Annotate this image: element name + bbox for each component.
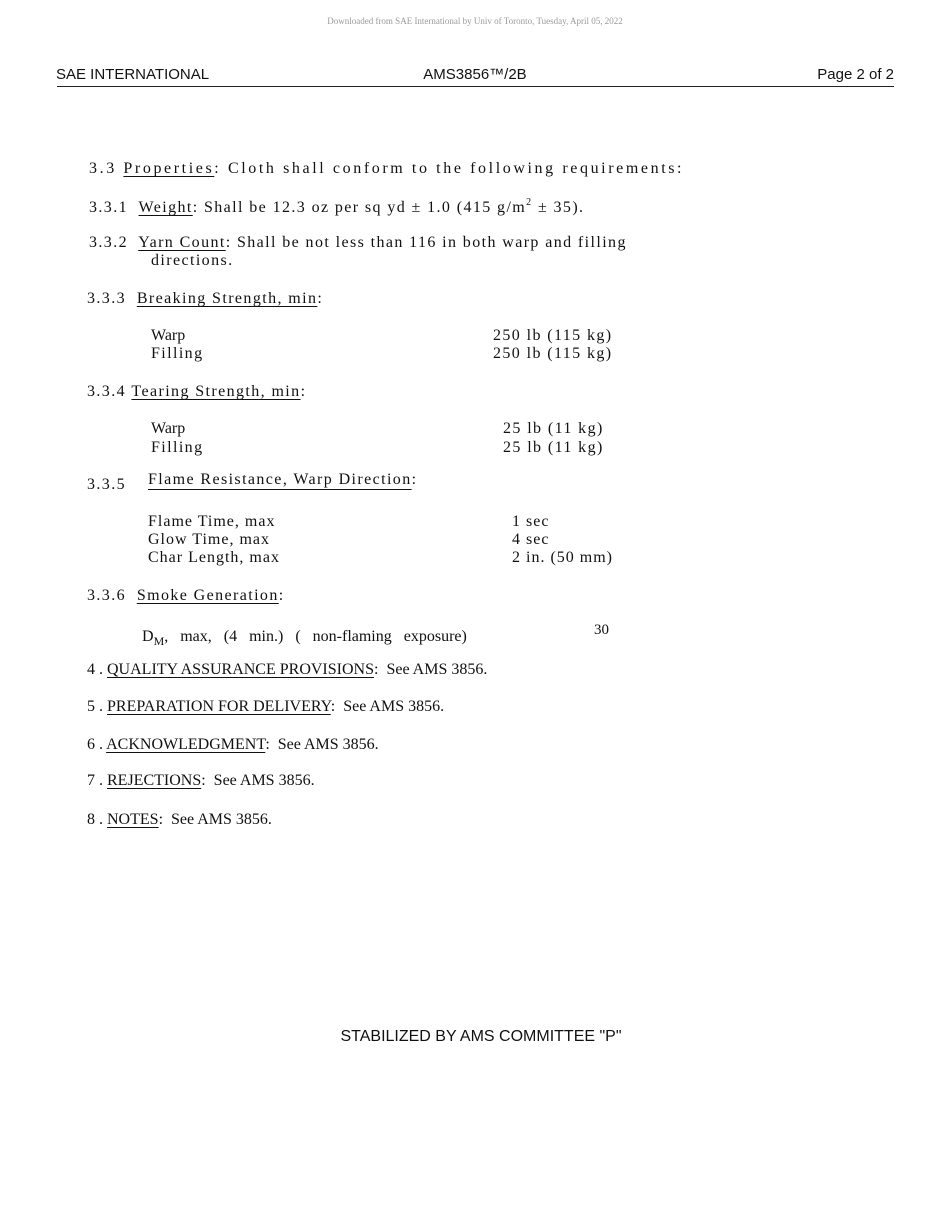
row-value: 30 — [594, 622, 609, 638]
smoke-generation-row — [142, 628, 467, 649]
section-number: 5 . — [87, 698, 103, 715]
section-title: Smoke Generation — [136, 587, 279, 604]
row-value: 250 lb (115 kg) — [493, 345, 613, 362]
section-text: : See AMS 3856. — [201, 772, 315, 789]
section-3-3-4 — [87, 383, 306, 401]
section-6 — [87, 736, 379, 754]
section-title: Yarn Count — [138, 234, 226, 251]
row-label: Warp — [151, 327, 186, 344]
section-number: 3.3 — [89, 160, 117, 177]
section-text: : See AMS 3856. — [265, 736, 379, 753]
section-number: 3.3.1 — [89, 199, 128, 216]
section-number: 7 . — [87, 772, 103, 789]
section-number: 3.3.6 — [87, 587, 126, 604]
section-title: REJECTIONS — [107, 772, 202, 789]
row-label: , max, (4 min.) ( non-flaming exposure) — [164, 628, 467, 645]
section-3-3-5-number: 3.3.5 — [87, 476, 126, 493]
symbol-subscript: M — [153, 634, 165, 648]
section-3-3-6 — [87, 587, 285, 605]
section-3-3 — [89, 160, 684, 178]
section-number: 3.3.3 — [87, 290, 126, 307]
section-number: 8 . — [87, 811, 103, 828]
section-3-3-5-heading — [148, 471, 417, 489]
section-3-3-3 — [87, 290, 323, 308]
section-title: Tearing Strength, min — [131, 383, 301, 400]
row-label: Char Length, max — [148, 549, 280, 566]
section-title: NOTES — [107, 811, 159, 828]
section-colon: : — [300, 383, 307, 400]
header-publisher: SAE INTERNATIONAL — [56, 66, 210, 83]
section-5 — [87, 698, 444, 716]
section-3-3-2 — [89, 234, 627, 252]
section-text: : Shall be 12.3 oz per sq yd ± 1.0 (415 g/m — [192, 199, 527, 216]
header-rule — [57, 86, 894, 87]
row-value: 250 lb (115 kg) — [493, 327, 613, 344]
section-number: 6 . — [87, 736, 103, 753]
symbol: D — [142, 628, 154, 645]
section-title: Breaking Strength, min — [136, 290, 318, 307]
section-colon: : — [317, 290, 324, 307]
header-doc-number: AMS3856™/2B — [423, 66, 527, 83]
section-number: 3.3.2 — [89, 234, 128, 251]
footer-stabilized-notice: STABILIZED BY AMS COMMITTEE "P" — [340, 1028, 622, 1045]
row-label: Flame Time, max — [148, 513, 276, 530]
section-number: 4 . — [87, 661, 103, 678]
row-value: 4 sec — [512, 531, 550, 548]
section-text-end: ± 35). — [532, 199, 585, 216]
download-notice: Downloaded from SAE International by Univ of Toronto, Tuesday, April 05, 2022 — [327, 16, 623, 26]
section-8 — [87, 811, 272, 829]
section-colon: : — [278, 587, 285, 604]
section-3-3-1 — [89, 197, 584, 217]
section-title: ACKNOWLEDGMENT — [106, 736, 266, 753]
section-7 — [87, 772, 315, 790]
row-label: Filling — [151, 345, 204, 362]
section-colon: : — [411, 471, 418, 488]
section-text: : See AMS 3856. — [158, 811, 272, 828]
section-text: : See AMS 3856. — [330, 698, 445, 715]
section-title: Flame Resistance, Warp Direction — [148, 471, 412, 488]
row-value: 25 lb (11 kg) — [503, 439, 604, 456]
section-text: : Shall be not less than 116 in both warp and filling — [225, 234, 627, 251]
section-title: Weight — [138, 199, 193, 216]
superscript: 2 — [526, 197, 533, 208]
header-page-number: Page 2 of 2 — [817, 66, 894, 83]
row-value: 2 in. (50 mm) — [512, 549, 613, 566]
row-label: Warp — [151, 420, 186, 437]
row-value: 25 lb (11 kg) — [503, 420, 604, 437]
row-label: Glow Time, max — [148, 531, 271, 548]
section-number: 3.3.4 — [87, 383, 126, 400]
row-label: Filling — [151, 439, 204, 456]
row-value: 1 sec — [512, 513, 550, 530]
section-title: Properties — [123, 160, 215, 177]
section-3-3-2-continued: directions. — [151, 252, 234, 269]
section-title: PREPARATION FOR DELIVERY — [107, 698, 331, 715]
section-text: : See AMS 3856. — [374, 661, 488, 678]
section-4 — [87, 661, 487, 679]
section-title: QUALITY ASSURANCE PROVISIONS — [107, 661, 374, 678]
section-text: : Cloth shall conform to the following requirements: — [214, 160, 685, 177]
